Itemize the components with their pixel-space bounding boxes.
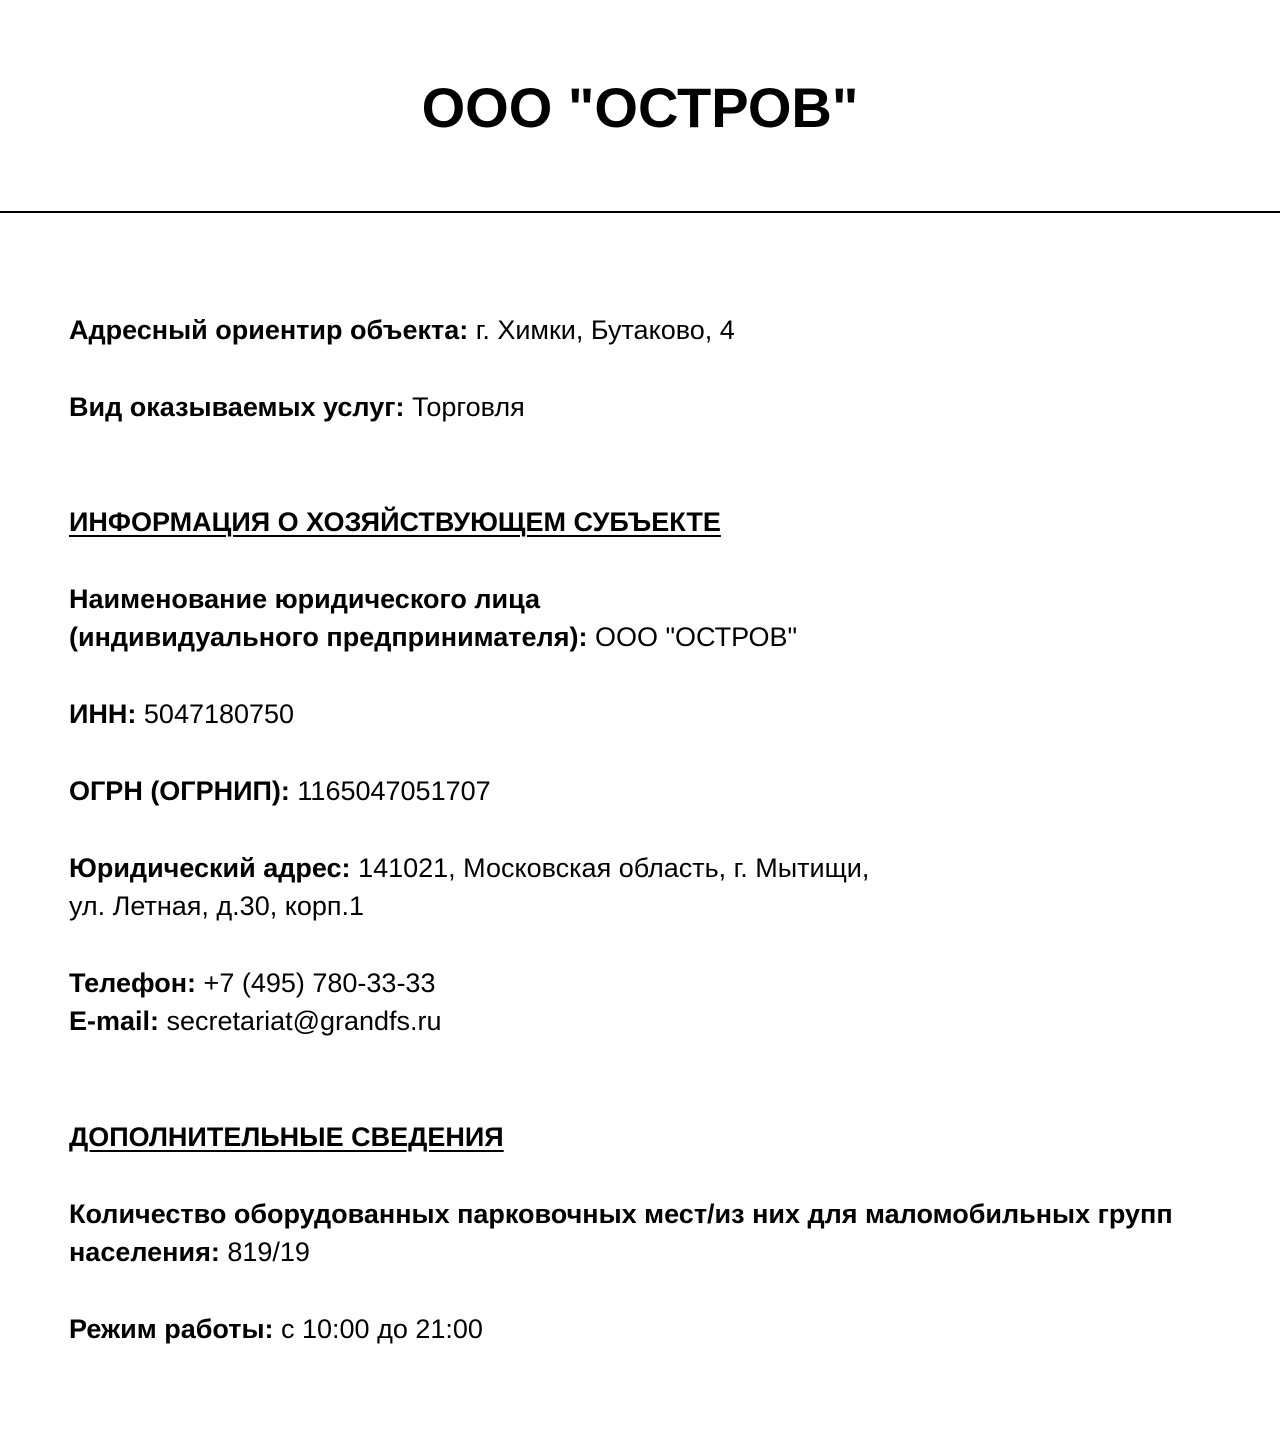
parking-label-part2: населения: — [69, 1237, 220, 1267]
document-title: ООО "ОСТРОВ" — [421, 76, 859, 139]
services-row — [69, 388, 525, 426]
hours-row — [69, 1310, 483, 1348]
hours-label: Режим работы: — [69, 1314, 274, 1344]
services-value: Торговля — [404, 392, 525, 422]
entity-name-label-part2: (индивидуального предпринимателя): — [69, 622, 588, 652]
ogrn-row — [69, 772, 491, 810]
ogrn-value: 1165047051707 — [289, 776, 491, 806]
phone-label: Телефон: — [69, 968, 197, 998]
email-value: secretariat@grandfs.ru — [159, 1006, 442, 1036]
inn-label: ИНН: — [69, 699, 137, 729]
legal-address-value-part1: 141021, Московская область, г. Мытищи, — [350, 853, 870, 883]
inn-value: 5047180750 — [136, 699, 295, 729]
email-label: E-mail: — [69, 1006, 160, 1036]
inn-row — [69, 695, 294, 733]
object-address-value: г. Химки, Бутаково, 4 — [468, 315, 735, 345]
ogrn-label: ОГРН (ОГРНИП): — [69, 776, 290, 806]
extra-section-heading: ДОПОЛНИТЕЛЬНЫЕ СВЕДЕНИЯ — [69, 1122, 504, 1152]
parking-label-part1: Количество оборудованных парковочных мест/из них для маломобильных групп — [69, 1199, 1173, 1229]
hours-value: с 10:00 до 21:00 — [273, 1314, 483, 1344]
title-divider — [0, 211, 1280, 213]
legal-address-row-continued — [69, 887, 364, 925]
legal-address-label: Юридический адрес: — [69, 853, 351, 883]
phone-value: +7 (495) 780-33-33 — [196, 968, 436, 998]
entity-name-label-line1 — [69, 580, 540, 618]
parking-value: 819/19 — [219, 1237, 310, 1267]
object-address-label: Адресный ориентир объекта: — [69, 315, 469, 345]
parking-label-line1 — [69, 1195, 1173, 1233]
parking-row — [69, 1233, 310, 1271]
entity-name-row — [69, 618, 797, 656]
object-address-row — [69, 311, 735, 349]
entity-name-label-part1: Наименование юридического лица — [69, 584, 541, 614]
entity-name-value: ООО "ОСТРОВ" — [587, 622, 798, 652]
services-label: Вид оказываемых услуг: — [69, 392, 405, 422]
legal-address-row — [69, 849, 869, 887]
entity-section-heading: ИНФОРМАЦИЯ О ХОЗЯЙСТВУЮЩЕМ СУБЪЕКТЕ — [69, 507, 721, 537]
phone-row — [69, 964, 435, 1002]
legal-address-value-part2: ул. Летная, д.30, корп.1 — [69, 891, 364, 921]
email-row — [69, 1002, 442, 1040]
